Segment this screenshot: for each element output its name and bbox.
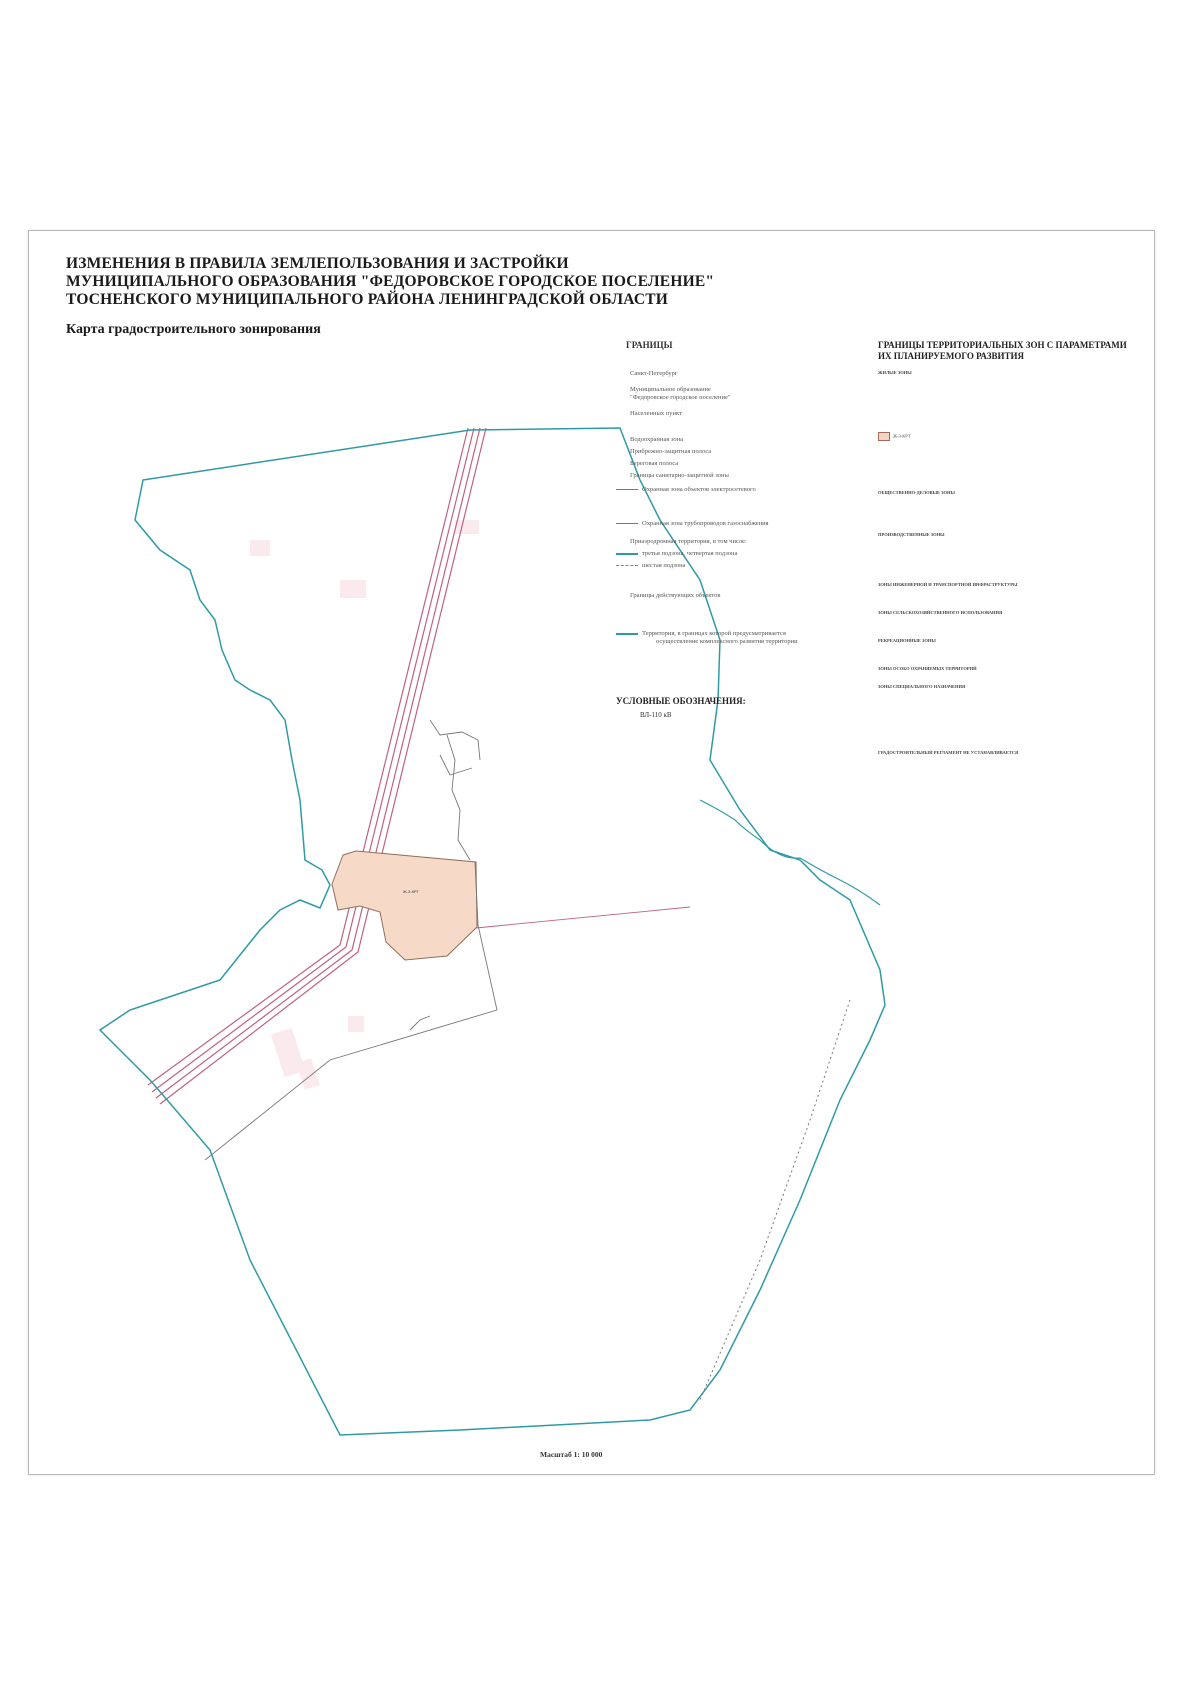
boundary-river-detail xyxy=(700,800,880,905)
legend-line-symbol xyxy=(616,565,638,566)
map-subtitle: Карта градостроительного зонирования xyxy=(66,322,321,337)
background-features xyxy=(250,520,479,1090)
zones-section-infrastructure: ЗОНЫ ИНЖЕНЕРНОЙ И ТРАНСПОРТНОЙ ИНФРАСТРУКТУРЫ xyxy=(878,582,1018,587)
legend-item-spb: Санкт-Петербург xyxy=(630,370,678,377)
legend-item-krt: Территория, в границах которой предусматривается xyxy=(616,630,786,638)
municipal-boundary xyxy=(100,428,885,1435)
legend-line-symbol xyxy=(616,553,638,555)
legend-item-objects: Границы действующих объектов xyxy=(630,592,721,599)
zones-section-business: ОБЩЕСТВЕННО-ДЕЛОВЫЕ ЗОНЫ xyxy=(878,490,955,495)
zones-legend xyxy=(878,340,1143,755)
zones-highlight-row: Ж-3-КРТ xyxy=(878,432,911,441)
zones-section-agricultural: ЗОНЫ СЕЛЬСКОХОЗЯЙСТВЕННОГО ИСПОЛЬЗОВАНИЯ xyxy=(878,610,1003,615)
legend-item-subzone-6: шестая подзона xyxy=(616,562,685,570)
zones-section-special: ЗОНЫ СПЕЦИАЛЬНОГО НАЗНАЧЕНИЯ xyxy=(878,684,966,689)
borders-legend-heading: ГРАНИЦЫ xyxy=(626,340,673,350)
legend-item-coastal-strip: Прибрежно-защитная полоса xyxy=(630,448,712,455)
power-line-corridor xyxy=(148,428,486,1104)
legend-item-shore: Береговая полоса xyxy=(630,460,679,467)
legend-item-electric: Охранная зона объектов электросетевого xyxy=(616,486,756,494)
zones-section-recreational: РЕКРЕАЦИОННЫЕ ЗОНЫ xyxy=(878,638,936,643)
map-scale: Масштаб 1: 10 000 xyxy=(540,1450,603,1459)
legend-item-mo-name: "Федоровское городское поселение" xyxy=(630,394,731,401)
conditional-legend-item: ВЛ-110 кВ xyxy=(640,711,672,719)
zone-color-swatch xyxy=(878,432,890,441)
title-line-3: ТОСНЕНСКОГО МУНИЦИПАЛЬНОГО РАЙОНА ЛЕНИНГРАДСКОЙ ОБЛАСТИ xyxy=(66,291,669,308)
conditional-legend-heading: УСЛОВНЫЕ ОБОЗНАЧЕНИЯ: xyxy=(616,696,746,706)
zones-legend-heading-1: ГРАНИЦЫ ТЕРРИТОРИАЛЬНЫХ ЗОН С ПАРАМЕТРАМИ xyxy=(878,340,1127,350)
legend-item-water-zone: Водоохранная зона xyxy=(630,436,684,443)
legend-item-krt-cont: осуществление комплексного развития территории xyxy=(656,638,798,645)
zones-section-no-regulation: ГРАДОСТРОИТЕЛЬНЫЙ РЕГЛАМЕНТ НЕ УСТАНАВЛИВАЕТСЯ xyxy=(878,750,1019,755)
dotted-boundary xyxy=(700,1000,850,1400)
legend-item-subzone-3-4: третья подзона, четвертая подзона xyxy=(616,550,737,558)
legend-item-mo: Муниципальное образование xyxy=(630,386,711,393)
power-line-branch xyxy=(476,907,690,928)
legend-line-symbol xyxy=(616,633,638,635)
legend-item-sanitary: Границы санитарно-защитной зоны xyxy=(630,472,729,479)
legend-line-symbol xyxy=(616,489,638,490)
zones-legend-heading-2: ИХ ПЛАНИРУЕМОГО РАЗВИТИЯ xyxy=(878,351,1024,361)
title-line-2: МУНИЦИПАЛЬНОГО ОБРАЗОВАНИЯ "ФЕДОРОВСКОЕ ГОРОДСКОЕ ПОСЕЛЕНИЕ" xyxy=(66,273,715,290)
zones-section-residential: ЖИЛЫЕ ЗОНЫ xyxy=(878,370,912,375)
title-line-1: ИЗМЕНЕНИЯ В ПРАВИЛА ЗЕМЛЕПОЛЬЗОВАНИЯ И ЗАСТРОЙКИ xyxy=(66,255,569,272)
legend-item-gas: Охранная зона трубопроводов газоснабжения xyxy=(616,520,769,528)
legend-item-aerodrome: Приаэродромная территория, в том числе: xyxy=(630,538,747,545)
zones-section-industrial: ПРОИЗВОДСТВЕННЫЕ ЗОНЫ xyxy=(878,532,945,537)
zone-label: Ж-3-КРТ xyxy=(403,889,419,894)
zones-section-protected: ЗОНЫ ОСОБО ОХРАНЯЕМЫХ ТЕРРИТОРИЙ xyxy=(878,666,977,671)
legend-line-symbol xyxy=(616,523,638,524)
legend-item-settlement: Населенных пункт xyxy=(630,410,682,417)
